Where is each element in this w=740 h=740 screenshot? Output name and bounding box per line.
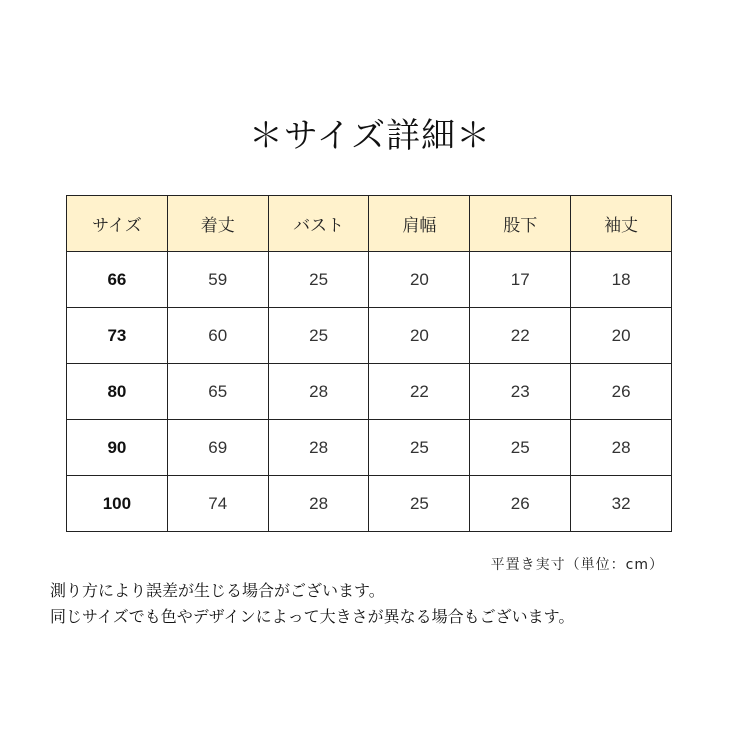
sleeve-cell: 26 [571,364,672,420]
size-cell: 90 [67,420,168,476]
header-bust: バスト [268,196,369,252]
length-cell: 59 [167,252,268,308]
size-cell: 73 [67,308,168,364]
inseam-cell: 26 [470,476,571,532]
note-line: 同じサイズでも色やデザインによって大きさが異なる場合もございます。 [50,607,575,626]
table-row [67,308,672,364]
header-sleeve: 袖丈 [571,196,672,252]
table-row [67,420,672,476]
note-line: 測り方により誤差が生じる場合がございます。 [50,581,385,600]
page-title: ＊サイズ詳細＊ [248,116,492,156]
size-table [66,195,672,532]
inseam-cell: 25 [470,420,571,476]
header-size: サイズ [67,196,168,252]
shoulder-cell: 20 [369,252,470,308]
bust-cell: 28 [268,364,369,420]
inseam-cell: 23 [470,364,571,420]
sleeve-cell: 28 [571,420,672,476]
notes-block [50,578,574,630]
table-row [67,364,672,420]
header-inseam: 股下 [470,196,571,252]
sleeve-cell: 18 [571,252,672,308]
table-row [67,252,672,308]
table-header-row [67,196,672,252]
sleeve-cell: 20 [571,308,672,364]
table-row [67,476,672,532]
length-cell: 65 [167,364,268,420]
header-shoulder: 肩幅 [369,196,470,252]
bust-cell: 25 [268,308,369,364]
shoulder-cell: 20 [369,308,470,364]
length-cell: 69 [167,420,268,476]
length-cell: 74 [167,476,268,532]
size-cell: 66 [67,252,168,308]
inseam-cell: 22 [470,308,571,364]
header-length: 着丈 [167,196,268,252]
inseam-cell: 17 [470,252,571,308]
shoulder-cell: 22 [369,364,470,420]
sleeve-cell: 32 [571,476,672,532]
unit-note: 平置き実寸（単位：cm） [490,557,664,573]
bust-cell: 28 [268,420,369,476]
bust-cell: 25 [268,252,369,308]
size-cell: 80 [67,364,168,420]
shoulder-cell: 25 [369,420,470,476]
shoulder-cell: 25 [369,476,470,532]
bust-cell: 28 [268,476,369,532]
size-cell: 100 [67,476,168,532]
length-cell: 60 [167,308,268,364]
